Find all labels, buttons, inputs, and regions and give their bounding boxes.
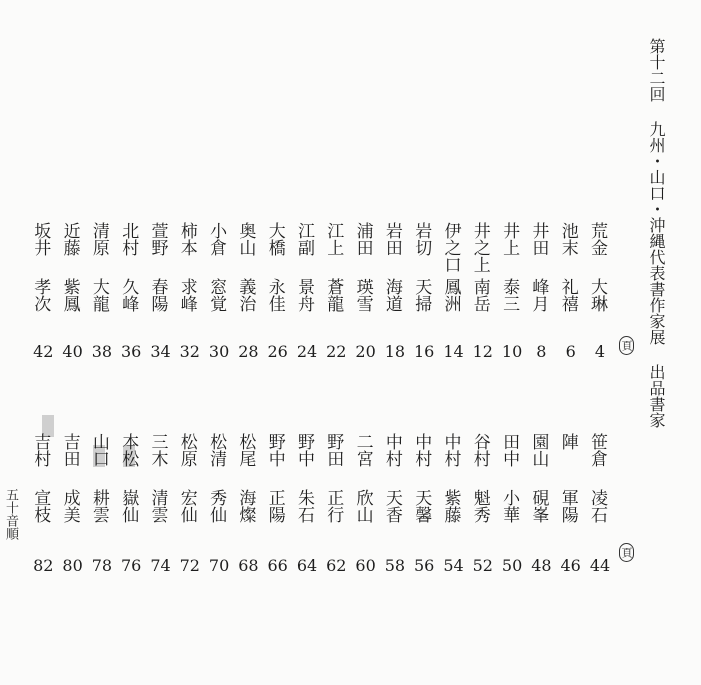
page-number: 36 [121,342,142,361]
artist-surname: 岩切 [411,222,432,256]
page-number: 62 [326,556,347,575]
page-number: 44 [589,556,611,575]
page-number: 52 [472,556,493,575]
artist-given-name: 魁秀 [469,489,490,523]
page-number: 32 [179,342,200,361]
page-number: 28 [238,342,259,361]
artist-surname: 野中 [294,433,314,467]
artist-given-name: 宣枝 [30,489,51,523]
page-number: 64 [296,556,318,575]
artist-given-name: 求峰 [176,278,197,312]
artist-surname: 吉田 [59,433,80,467]
artist-given-name: 紫藤 [440,489,461,523]
artist-surname: 松尾 [235,433,256,467]
artist-surname: 奥山 [235,222,256,256]
artist-surname: 伊之口 [440,222,461,273]
artist-given-name: 景舟 [294,278,314,312]
page-number: 78 [91,556,113,575]
page-number: 6 [565,342,576,361]
artist-surname: 清原 [88,222,109,256]
page-number: 38 [91,342,113,361]
artist-given-name: 泰三 [499,278,520,312]
artist-given-name: 大琳 [587,278,607,312]
page-number: 56 [414,556,435,575]
page-number: 72 [179,556,200,575]
page-number: 22 [326,342,347,361]
page-number: 82 [33,556,54,575]
artist-given-name: 孝次 [30,278,51,312]
artist-surname: 大橋 [264,222,285,256]
artist-surname: 池末 [557,222,578,256]
page-number: 42 [33,342,54,361]
artist-surname: 園山 [528,433,549,467]
artist-surname: 井上 [499,222,520,256]
page-number: 66 [267,556,288,575]
page-number: 70 [208,556,230,575]
artist-given-name: 宏仙 [176,489,197,523]
artist-surname: 松原 [176,433,197,467]
artist-surname: 三木 [147,433,168,467]
page-header-top: 頁 [619,336,634,355]
artist-surname: 小倉 [206,222,227,256]
artist-surname: 笹倉 [587,433,607,467]
artist-surname: 浦田 [352,222,373,256]
page-number: 12 [472,342,493,361]
artist-given-name: 欣山 [352,489,373,523]
page-number: 34 [150,342,171,361]
artist-surname: 近藤 [59,222,80,256]
page-number: 24 [296,342,318,361]
page-number: 16 [414,342,435,361]
artist-surname: 江副 [294,222,314,256]
page-number: 58 [384,556,406,575]
page-number: 20 [355,342,376,361]
artist-given-name: 軍陽 [557,489,578,523]
artist-given-name: 永佳 [264,278,285,312]
page-number: 8 [536,342,547,361]
artist-given-name: 蒼龍 [323,278,344,312]
artist-surname: 田中 [499,433,520,467]
artist-surname: 井之上 [469,222,490,273]
artist-given-name: 天掃 [411,278,432,312]
artist-surname: 北村 [118,222,139,256]
artist-given-name: 清雲 [147,489,168,523]
page-number: 68 [238,556,259,575]
artist-given-name: 秀仙 [206,489,227,523]
document-title: 第十二回 九州・山口・沖縄代表書作家展 出品書家 [647,38,666,428]
artist-given-name: 春陽 [147,278,168,312]
artist-given-name: 久峰 [118,278,139,312]
page-number: 74 [150,556,171,575]
artist-surname: 中村 [411,433,432,467]
ordering-note: 五十音順 [3,488,18,540]
artist-given-name: 朱石 [294,489,314,523]
page-number: 26 [267,342,288,361]
page-number: 60 [355,556,376,575]
artist-given-name: 凌石 [587,489,607,523]
artist-given-name: 海道 [381,278,402,312]
artist-surname: 陣 [557,433,578,450]
page-number: 14 [443,342,464,361]
artist-surname: 岩田 [381,222,402,256]
page-number: 76 [121,556,142,575]
artist-given-name: 成美 [59,489,80,523]
artist-surname: 谷村 [469,433,490,467]
artist-surname: 吉村 [30,433,51,467]
artist-given-name: 礼禧 [557,278,578,312]
page-number: 46 [560,556,581,575]
artist-given-name: 瑛雪 [352,278,373,312]
artist-given-name: 天香 [381,489,402,523]
artist-given-name: 耕雲 [88,489,109,523]
artist-surname: 二宮 [352,433,373,467]
artist-surname: 坂井 [30,222,51,256]
artist-surname: 萱野 [147,222,168,256]
artist-surname: 江上 [323,222,344,256]
page-number: 50 [501,556,523,575]
artist-given-name: 鳳洲 [440,278,461,312]
artist-given-name: 正行 [323,489,344,523]
artist-surname: 柿本 [176,222,197,256]
artist-surname: 中村 [440,433,461,467]
artist-given-name: 南岳 [469,278,490,312]
artist-given-name: 窓覚 [206,278,227,312]
page-header-bottom: 頁 [619,543,634,562]
artist-given-name: 海燦 [235,489,256,523]
page-number: 4 [594,342,606,361]
page-number: 10 [501,342,523,361]
page-number: 80 [62,556,83,575]
page-number: 40 [62,342,83,361]
page-number: 18 [384,342,406,361]
artist-given-name: 天馨 [411,489,432,523]
artist-surname: 本松 [118,433,139,467]
page-number: 30 [208,342,230,361]
artist-surname: 松清 [206,433,227,467]
artist-given-name: 大龍 [88,278,109,312]
page-number: 54 [443,556,464,575]
artist-given-name: 義治 [235,278,256,312]
artist-given-name: 嶽仙 [118,489,139,523]
artist-surname: 野中 [264,433,285,467]
artist-given-name: 紫鳳 [59,278,80,312]
artist-surname: 山口 [88,433,109,467]
artist-surname: 中村 [381,433,402,467]
artist-surname: 荒金 [587,222,607,256]
artist-given-name: 小華 [499,489,520,523]
artist-surname: 井田 [528,222,549,256]
artist-given-name: 峰月 [528,278,549,312]
artist-given-name: 硯峯 [528,489,549,523]
page-number: 48 [531,556,552,575]
artist-surname: 野田 [323,433,344,467]
artist-given-name: 正陽 [264,489,285,523]
